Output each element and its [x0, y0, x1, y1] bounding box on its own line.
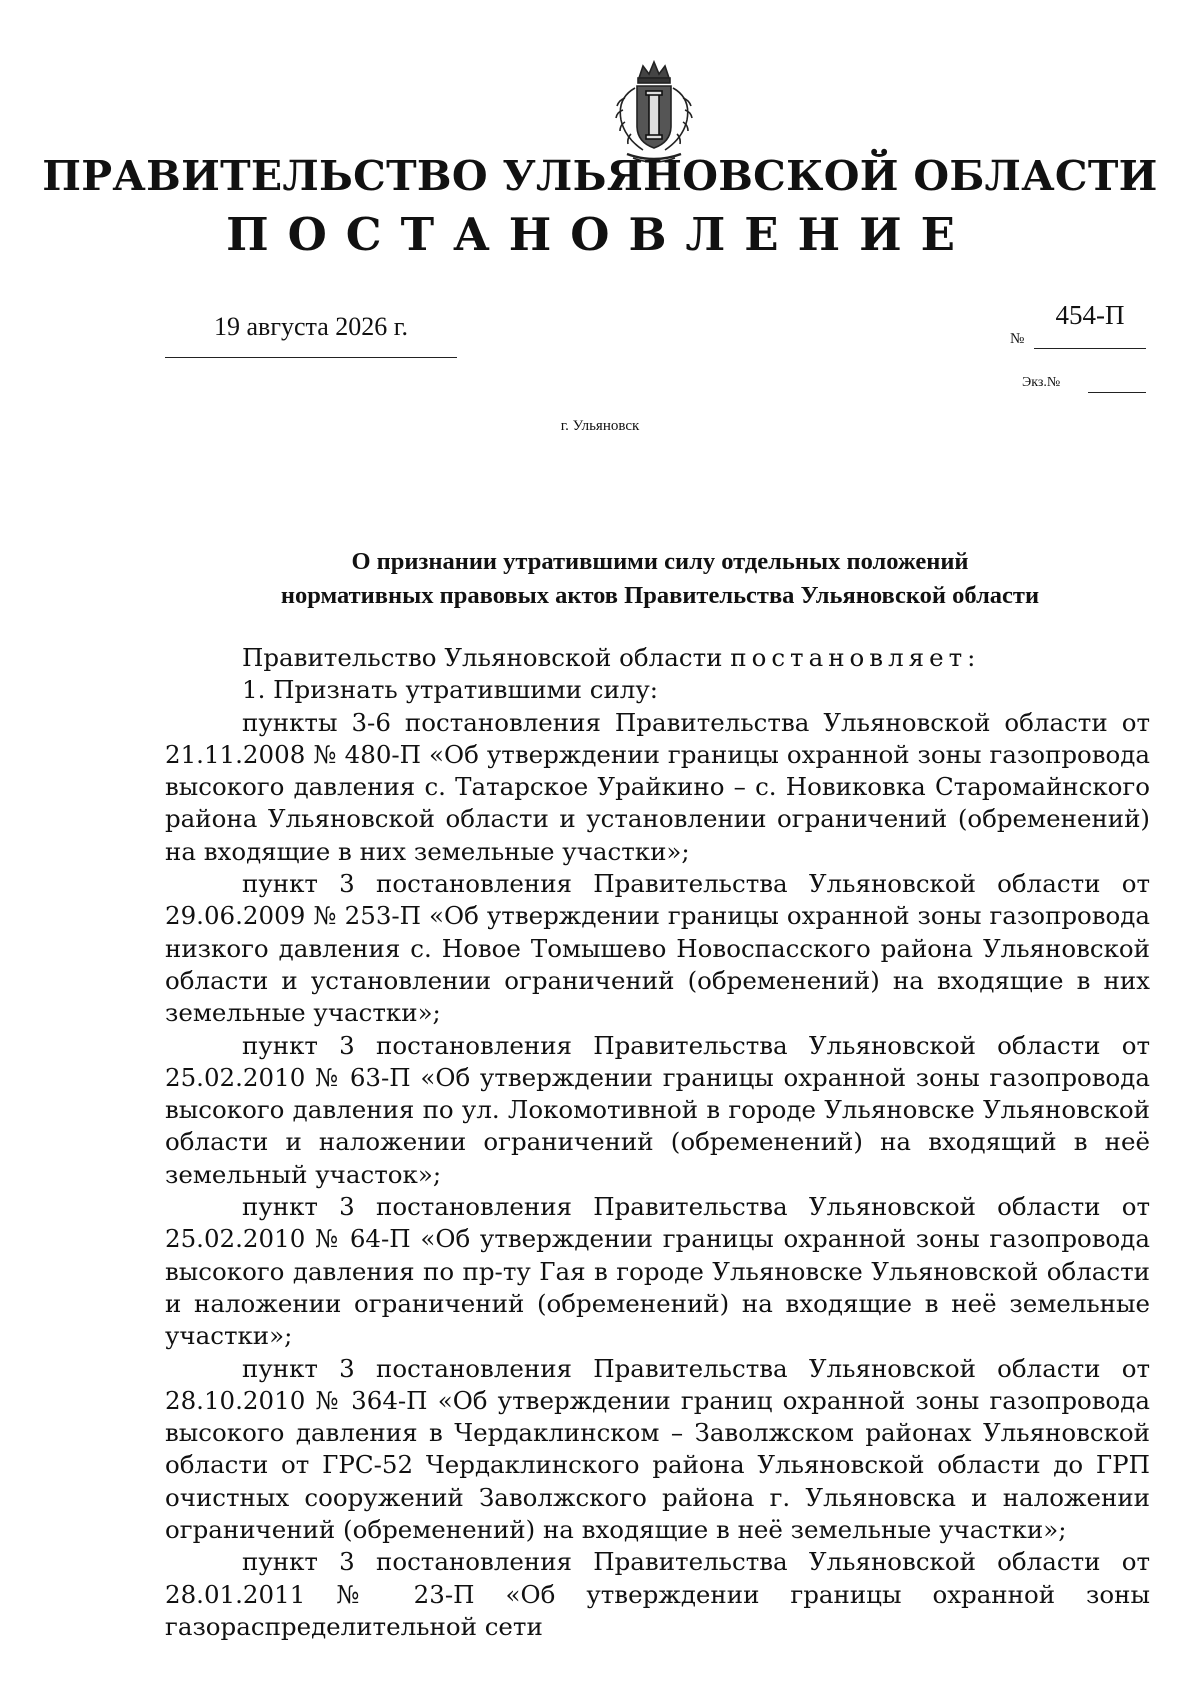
- date-underline: [165, 357, 457, 358]
- intro-text: Правительство Ульяновской области: [242, 643, 731, 672]
- list-item: пункт 3 постановления Правительства Ульяновской области от 28.01.2011 № 23-П «Об утверждении границы охранной зоны газораспределительной сети: [165, 1547, 1150, 1641]
- list-item: пункт 3 постановления Правительства Ульяновской области от 29.06.2009 № 253-П «Об утверждении границы охранной зоны газопровода низкого давления с. Новое Томышево Новоспасского района Ульяновской области и установлении ограничений (обременений) на входящие в них земельные участки»;: [165, 869, 1150, 1028]
- number-underline: [1034, 348, 1146, 349]
- list-item: пункт 3 постановления Правительства Ульяновской области от 25.02.2010 № 63-П «Об утверждении границы охранной зоны газопровода высокого давления по ул. Локомотивной в городе Ульяновске Ульяновской области и наложении ограничений (обременений) на входящий в неё земельный участок»;: [165, 1030, 1150, 1189]
- document-body: [165, 642, 1150, 1643]
- document-number: 454-П: [1055, 300, 1125, 330]
- city: г. Ульяновск: [560, 418, 640, 434]
- copy-number-label: Экз.№: [1022, 375, 1061, 390]
- subject-line-1: О признании утратившими силу отдельных положений: [351, 548, 969, 575]
- list-item: пункт 3 постановления Правительства Ульяновской области от 25.02.2010 № 64-П «Об утверждении границы охранной зоны газопровода высокого давления по пр-ту Гая в городе Ульяновске Ульяновской области и наложении ограничений (обременений) на входящие в неё земельные участки»;: [165, 1192, 1150, 1351]
- intro-resolves: постановляет:: [730, 643, 981, 672]
- document-type: ПОСТАНОВЛЕНИЕ: [226, 208, 974, 261]
- subject-line-2: нормативных правовых актов Правительства Ульяновской области: [280, 582, 1040, 609]
- government-name: ПРАВИТЕЛЬСТВО УЛЬЯНОВСКОЙ ОБЛАСТИ: [42, 152, 1158, 200]
- document-date: 19 августа 2026 г.: [214, 312, 408, 341]
- item-1: 1. Признать утратившими силу:: [242, 675, 659, 705]
- number-sign: №: [1010, 331, 1025, 347]
- copy-number-underline: [1088, 392, 1146, 393]
- list-item: пункты 3-6 постановления Правительства Ульяновской области от 21.11.2008 № 480-П «Об утверждении границы охранной зоны газопровода высокого давления с. Татарское Урайкино – с. Новиковка Старомайнского района Ульяновской области и установлении ограничений (обременений) на входящие в них земельные участки»;: [165, 707, 1150, 866]
- document-subject: [0, 545, 1200, 613]
- list-item: пункт 3 постановления Правительства Ульяновской области от 28.10.2010 № 364-П «Об утверждении границ охранной зоны газопровода высокого давления в Чердаклинском – Заволжском районах Ульяновской области от ГРС-52 Чердаклинского района Ульяновской области до ГРП очистных сооружений Заволжского района г. Ульяновска и наложении ограничений (обременений) на входящие в неё земельные участки»;: [165, 1353, 1150, 1545]
- intro-paragraph: [165, 642, 1150, 674]
